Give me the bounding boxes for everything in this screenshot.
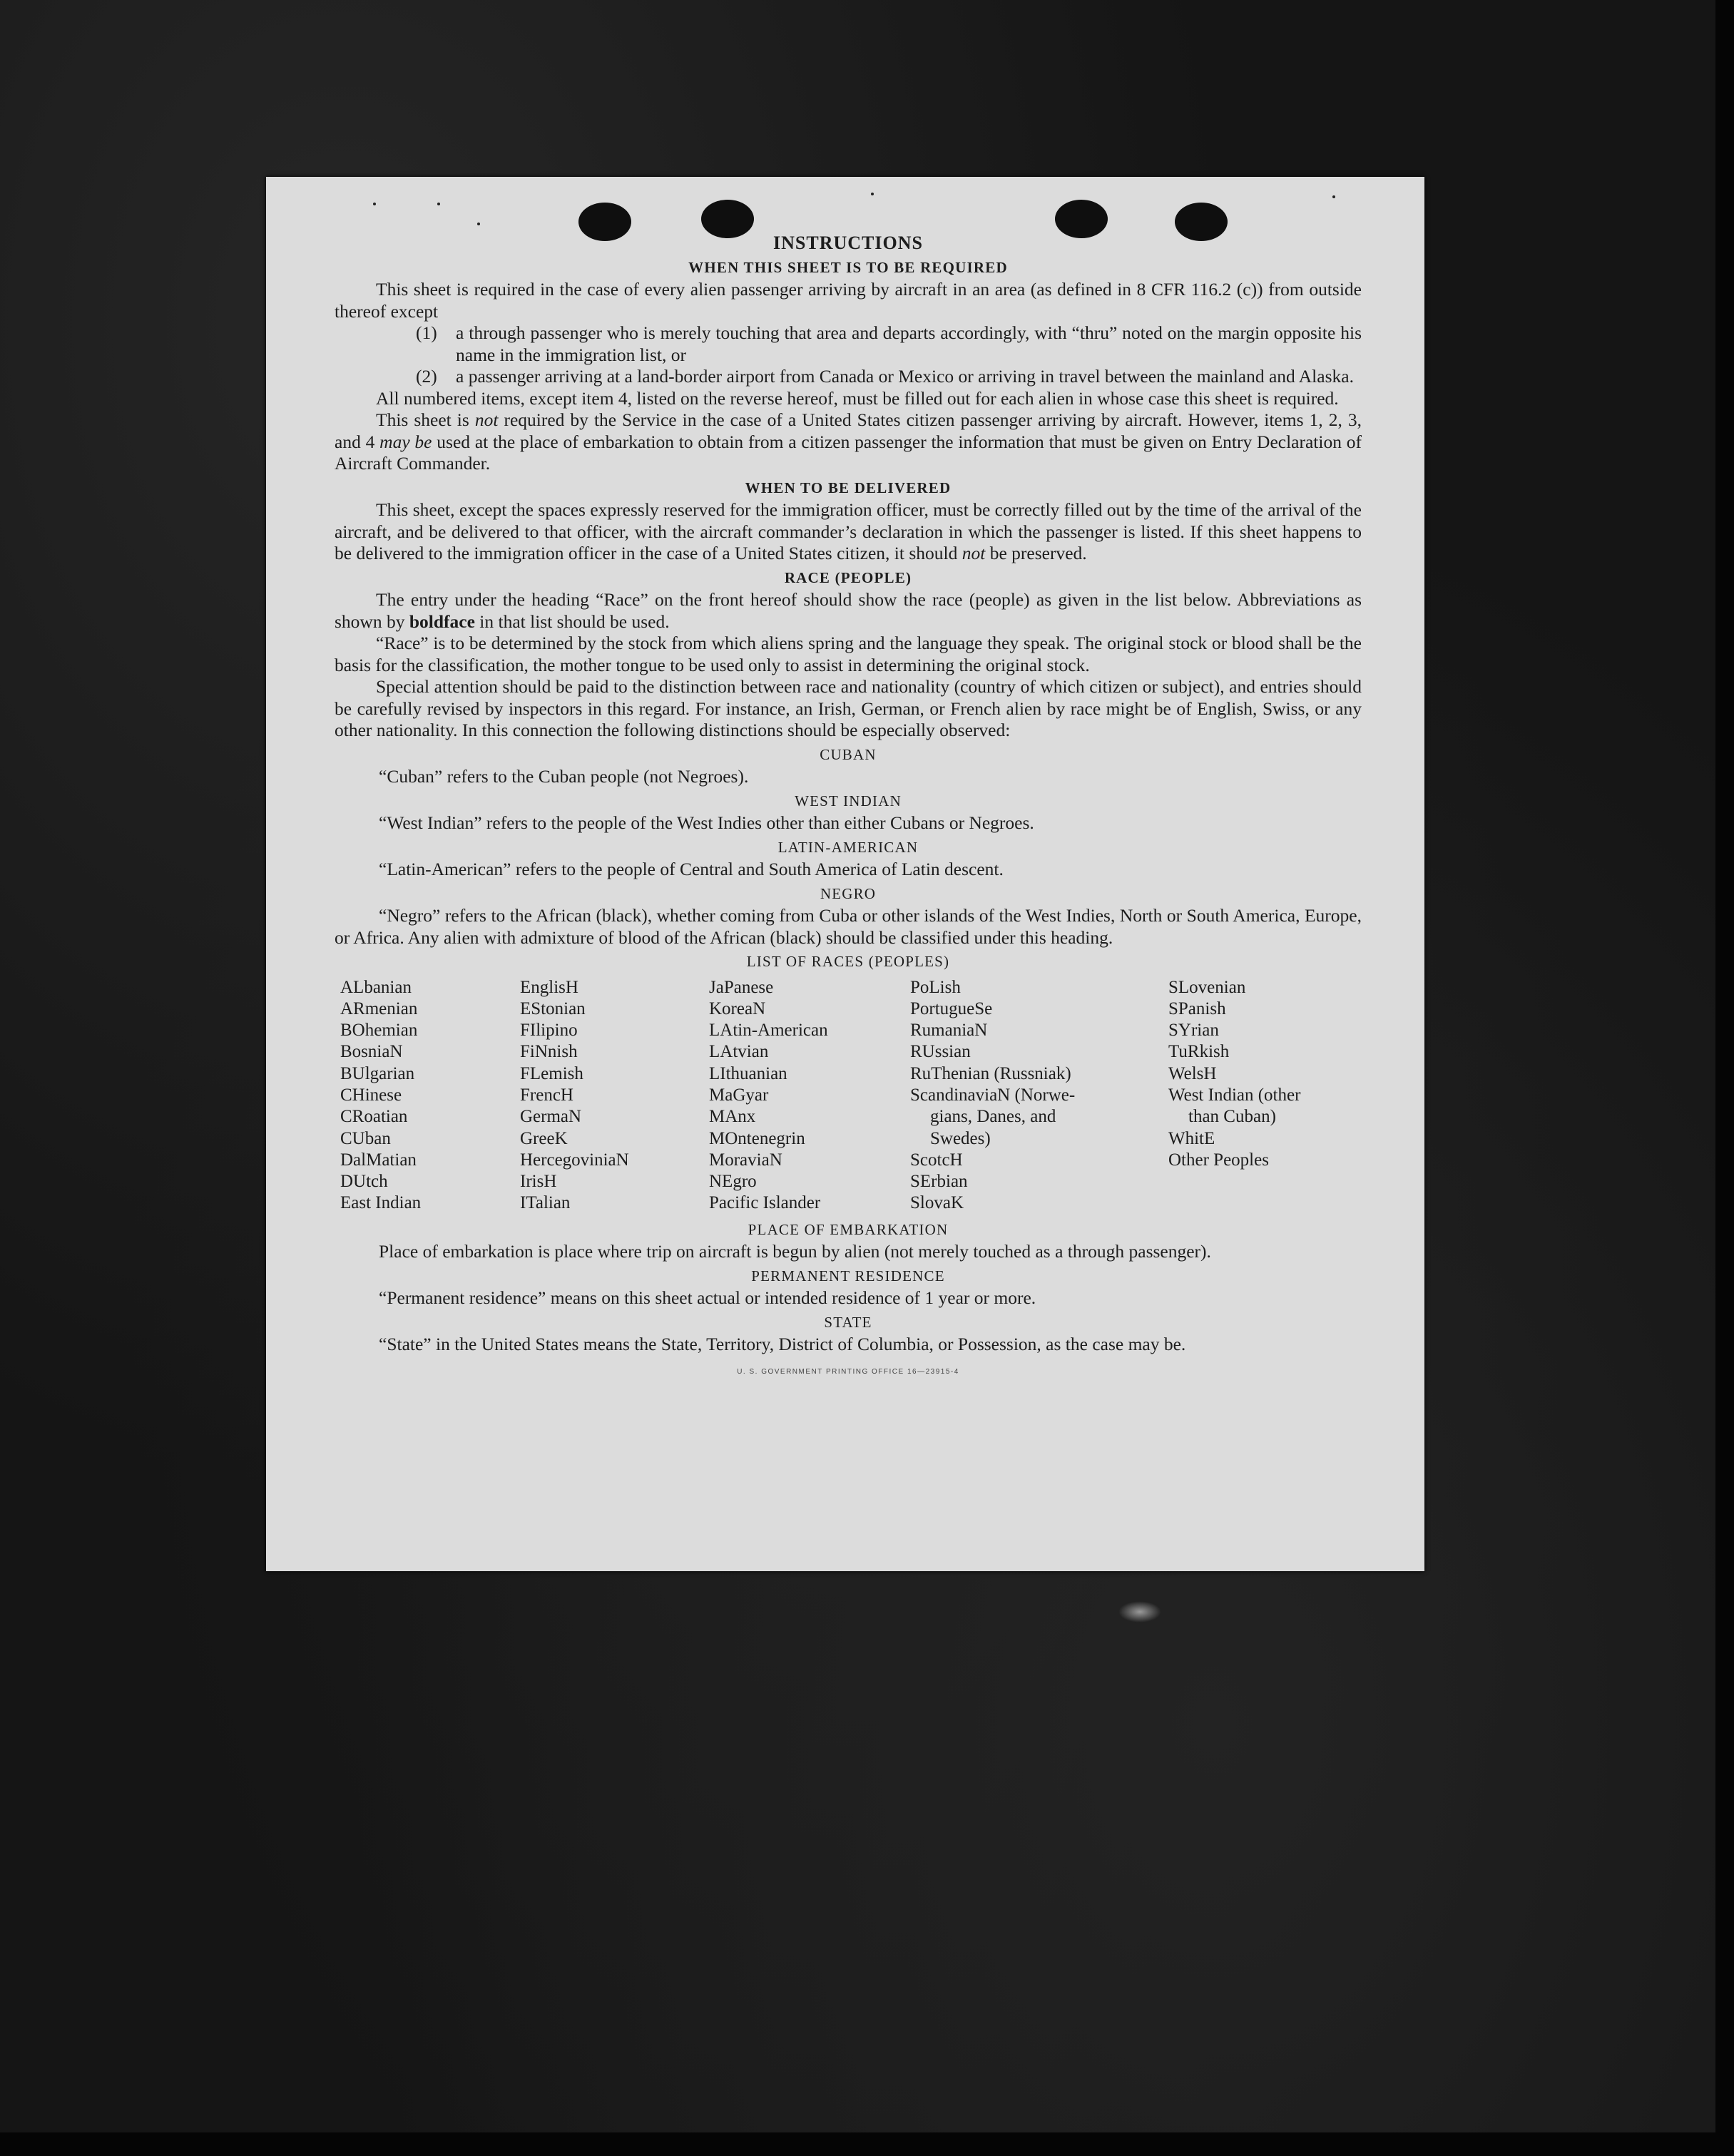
race-entry: MoraviaN bbox=[709, 1150, 782, 1170]
race-entry: BosniaN bbox=[340, 1042, 403, 1062]
section-heading: RACE (PEOPLE) bbox=[784, 568, 912, 586]
item-text: a passenger arriving at a land-border airport from Canada or Mexico or arriving in travel between the mainland and Alaska. bbox=[456, 366, 1354, 387]
section-heading: WHEN THIS SHEET IS TO BE REQUIRED bbox=[688, 258, 1008, 276]
paragraph: “Permanent residence” means on this sheet actual or intended residence of 1 year or more. bbox=[379, 1287, 1036, 1309]
race-entry: WelsH bbox=[1168, 1063, 1217, 1083]
race-entry: SPanish bbox=[1168, 998, 1226, 1018]
film-edge-right bbox=[1715, 0, 1734, 2156]
paragraph: “West Indian” refers to the people of the West Indies other than either Cubans or Negroes. bbox=[379, 812, 1034, 833]
race-entry: LAtin-American bbox=[709, 1021, 828, 1041]
paragraph: This sheet is required in the case of every alien passenger arriving by aircraft in an area (as defined in 8 CFR 116.2 (c)) from outside thereof except bbox=[335, 279, 1362, 322]
text-run: may be bbox=[379, 431, 432, 452]
race-entry: DUtch bbox=[340, 1172, 388, 1192]
text-run: not bbox=[962, 543, 986, 563]
speck bbox=[1332, 195, 1335, 198]
paragraph: All numbered items, except item 4, listed on the reverse hereof, must be filled out for each alien in whose case this sheet is required. bbox=[376, 387, 1339, 409]
text-run: This sheet is bbox=[376, 409, 475, 430]
list-item bbox=[335, 322, 1362, 366]
section-heading: STATE bbox=[824, 1313, 872, 1331]
section-heading: LATIN-AMERICAN bbox=[777, 838, 919, 856]
race-entry: West Indian (other bbox=[1168, 1085, 1301, 1105]
section-heading: PLACE OF EMBARKATION bbox=[748, 1220, 949, 1238]
instruction-sheet bbox=[266, 177, 1424, 1571]
race-entry: LIthuanian bbox=[709, 1063, 787, 1083]
race-entry: FLemish bbox=[520, 1063, 583, 1083]
printer-imprint: U. S. GOVERNMENT PRINTING OFFICE 16—23915-4 bbox=[737, 1367, 959, 1376]
race-entry: ARmenian bbox=[340, 998, 418, 1018]
race-entry: ScotcH bbox=[910, 1150, 963, 1170]
item-number: (1) bbox=[416, 322, 437, 343]
race-entry: BUlgarian bbox=[340, 1063, 415, 1083]
race-entry: GermaN bbox=[520, 1107, 582, 1127]
race-entry: Other Peoples bbox=[1168, 1150, 1269, 1170]
section-heading: LIST OF RACES (PEOPLES) bbox=[746, 953, 950, 970]
race-entry: RUssian bbox=[910, 1042, 971, 1062]
race-entry: FIlipino bbox=[520, 1021, 578, 1041]
race-entry: MaGyar bbox=[709, 1085, 769, 1105]
race-entry: EStonian bbox=[520, 998, 586, 1018]
item-number: (2) bbox=[416, 366, 437, 387]
race-entry: MAnx bbox=[709, 1107, 756, 1127]
text-run: The entry under the heading “Race” on the front hereof should show the race (people) as given in the list below. Abbreviations as shown by bbox=[335, 589, 1362, 632]
race-entry: LAtvian bbox=[709, 1042, 769, 1062]
paragraph bbox=[335, 499, 1362, 565]
race-list bbox=[340, 977, 1362, 1215]
section-heading: CUBAN bbox=[820, 745, 877, 763]
race-entry: NEgro bbox=[709, 1172, 757, 1192]
list-item bbox=[335, 366, 1362, 388]
race-entry: SErbian bbox=[910, 1172, 968, 1192]
race-entry: RuThenian (Russniak) bbox=[910, 1063, 1071, 1083]
section-heading: PERMANENT RESIDENCE bbox=[751, 1267, 945, 1284]
item-text: a through passenger who is merely touching that area and departs accordingly, with “thru” noted on the margin opposite his name in the immigration list, or bbox=[456, 322, 1362, 365]
paragraph: “Latin-American” refers to the people of Central and South America of Latin descent. bbox=[379, 859, 1004, 879]
text-run: used at the place of embarkation to obtain from a citizen passenger the information that must be given on Entry Declaration of Aircraft Commander. bbox=[335, 431, 1362, 474]
race-entry: KoreaN bbox=[709, 998, 766, 1018]
race-column bbox=[709, 977, 910, 1215]
film-scratch bbox=[1118, 1601, 1161, 1623]
race-entry: BOhemian bbox=[340, 1021, 418, 1041]
section-heading: WEST INDIAN bbox=[795, 792, 902, 809]
text-run: be preserved. bbox=[985, 543, 1087, 563]
race-entry: Pacific Islander bbox=[709, 1193, 821, 1213]
race-entry: DalMatian bbox=[340, 1150, 417, 1170]
race-entry: CRoatian bbox=[340, 1107, 408, 1127]
text-run: required by the Service in the case of a United States citizen passenger arriving by aircraft. However, items 1, 2, 3, and 4 bbox=[335, 409, 1362, 452]
paragraph bbox=[335, 409, 1362, 475]
race-entry: EnglisH bbox=[520, 977, 578, 997]
race-entry: ALbanian bbox=[340, 977, 412, 997]
race-entry: WhitE bbox=[1168, 1128, 1215, 1148]
race-entry: MOntenegrin bbox=[709, 1128, 805, 1148]
speck bbox=[477, 223, 480, 225]
paragraph: “State” in the United States means the State, Territory, District of Columbia, or Possession, as the case may be. bbox=[379, 1334, 1186, 1355]
race-column bbox=[340, 977, 520, 1215]
race-entry: SLovenian bbox=[1168, 977, 1246, 997]
race-entry: HercegoviniaN bbox=[520, 1150, 629, 1170]
race-entry: TuRkish bbox=[1168, 1042, 1230, 1062]
race-entry: PoLish bbox=[910, 977, 961, 997]
race-column bbox=[910, 977, 1133, 1215]
race-entry: IrisH bbox=[520, 1172, 557, 1192]
race-entry: ITalian bbox=[520, 1193, 571, 1213]
race-entry: RumaniaN bbox=[910, 1021, 988, 1041]
race-entry: PortugueSe bbox=[910, 998, 993, 1018]
race-entry: SYrian bbox=[1168, 1021, 1219, 1041]
race-entry: CHinese bbox=[340, 1085, 402, 1105]
race-entry: Swedes) bbox=[930, 1128, 991, 1148]
text-run: in that list should be used. bbox=[474, 610, 670, 632]
speck bbox=[373, 203, 376, 205]
speck bbox=[437, 203, 440, 205]
paragraph: Place of embarkation is place where trip on aircraft is begun by alien (not merely touched as a through passenger). bbox=[379, 1241, 1211, 1262]
race-entry: gians, Danes, and bbox=[930, 1107, 1056, 1127]
race-entry: GreeK bbox=[520, 1128, 568, 1148]
text-run: not bbox=[474, 409, 499, 430]
race-entry: CUban bbox=[340, 1128, 391, 1148]
text-run: boldface bbox=[409, 610, 475, 632]
race-entry: than Cuban) bbox=[1188, 1107, 1276, 1127]
page-title: INSTRUCTIONS bbox=[773, 233, 923, 253]
section-heading: NEGRO bbox=[820, 884, 877, 902]
paragraph: Special attention should be paid to the distinction between race and nationality (country of which citizen or subject), and entries should be carefully revised by inspectors in this regard. For instance, an Irish, German, or French alien by race might be of English, Swiss, or any other nationality. In this connection the following distinctions should be especially observed: bbox=[335, 676, 1362, 740]
paragraph: “Race” is to be determined by the stock from which aliens spring and the language they speak. The original stock or blood shall be the basis for the classification, the mother tongue to be used only to assist in determining the original stock. bbox=[335, 633, 1362, 675]
race-entry: FiNnish bbox=[520, 1042, 578, 1062]
race-entry: East Indian bbox=[340, 1193, 422, 1213]
text-run: This sheet, except the spaces expressly reserved for the immigration officer, must be correctly filled out by the time of the arrival of the aircraft, and be delivered to that officer, with the aircraft commander’s declaration in which the passenger is listed. If this sheet happens to be delivered to the immigration officer in the case of a United States citizen, it should bbox=[335, 499, 1362, 563]
race-column bbox=[520, 977, 709, 1215]
paragraph bbox=[335, 589, 1362, 633]
race-entry: ScandinaviaN (Norwe- bbox=[910, 1085, 1076, 1105]
race-entry: FrencH bbox=[520, 1085, 573, 1105]
speck bbox=[871, 193, 874, 195]
race-entry: SlovaK bbox=[910, 1193, 964, 1213]
race-column bbox=[1168, 977, 1354, 1215]
section-heading: WHEN TO BE DELIVERED bbox=[745, 479, 952, 496]
race-entry: JaPanese bbox=[709, 977, 774, 997]
paragraph: “Cuban” refers to the Cuban people (not Negroes). bbox=[379, 766, 749, 787]
film-edge-bottom bbox=[0, 2132, 1734, 2156]
paragraph: “Negro” refers to the African (black), whether coming from Cuba or other islands of the West Indies, North or South America, Europe, or Africa. Any alien with admixture of blood of the African (black) should be classified under this heading. bbox=[335, 905, 1362, 948]
